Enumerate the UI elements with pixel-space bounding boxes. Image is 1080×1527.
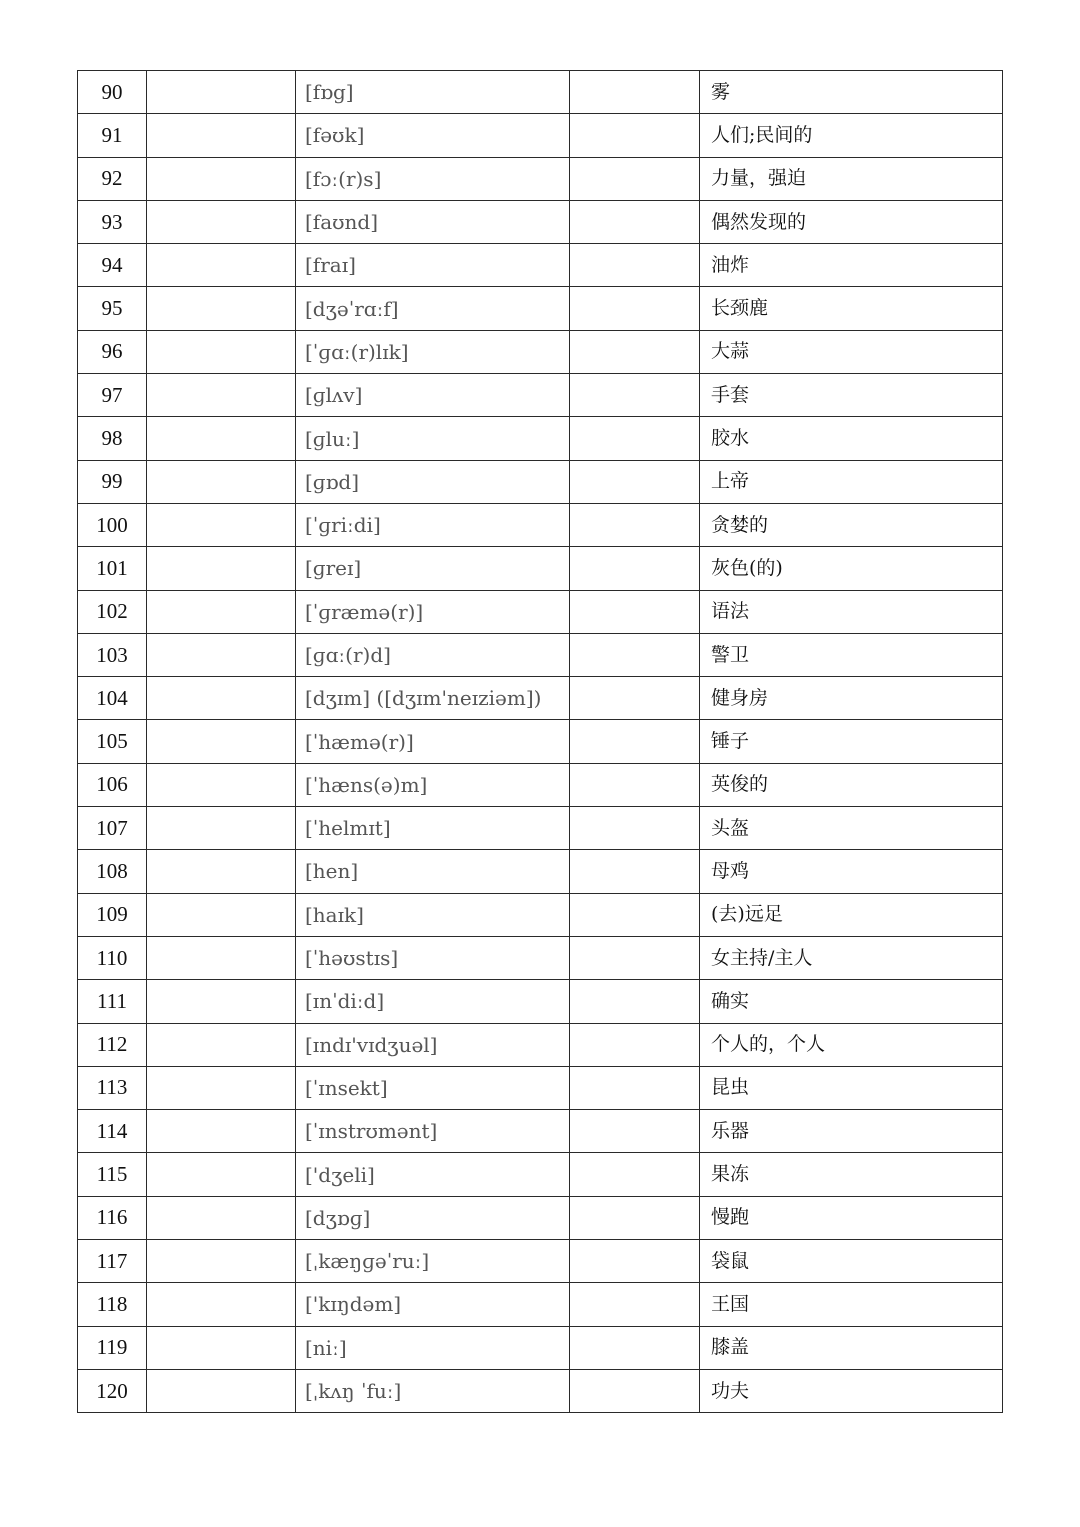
meaning-cell: 袋鼠: [700, 1240, 1003, 1283]
meaning-cell: 贪婪的: [700, 503, 1003, 546]
word-cell: [147, 547, 296, 590]
row-number-cell: 96: [78, 330, 147, 373]
row-number-cell: 97: [78, 374, 147, 417]
row-number-cell: 112: [78, 1023, 147, 1066]
meaning-cell: 母鸡: [700, 850, 1003, 893]
table-row: [78, 374, 1003, 417]
meaning-cell: 头盔: [700, 807, 1003, 850]
word-cell: [147, 330, 296, 373]
word-cell: [147, 763, 296, 806]
meaning-cell: 大蒜: [700, 330, 1003, 373]
blank-cell: [570, 114, 700, 157]
phonetic-cell: [ˈhelmɪt]: [296, 807, 570, 850]
word-cell: [147, 200, 296, 243]
blank-cell: [570, 1326, 700, 1369]
phonetic-cell: [faʊnd]: [296, 200, 570, 243]
meaning-cell: 手套: [700, 374, 1003, 417]
row-number-cell: 113: [78, 1066, 147, 1109]
row-number-cell: 90: [78, 71, 147, 114]
blank-cell: [570, 1240, 700, 1283]
blank-cell: [570, 287, 700, 330]
blank-cell: [570, 807, 700, 850]
word-cell: [147, 1326, 296, 1369]
word-cell: [147, 244, 296, 287]
row-number-cell: 99: [78, 460, 147, 503]
row-number-cell: 103: [78, 633, 147, 676]
phonetic-cell: [ˌkʌŋ ˈfuː]: [296, 1369, 570, 1412]
table-row: [78, 936, 1003, 979]
blank-cell: [570, 157, 700, 200]
meaning-cell: 锤子: [700, 720, 1003, 763]
word-cell: [147, 417, 296, 460]
row-number-cell: 111: [78, 980, 147, 1023]
table-row: [78, 547, 1003, 590]
meaning-cell: 油炸: [700, 244, 1003, 287]
word-cell: [147, 114, 296, 157]
row-number-cell: 102: [78, 590, 147, 633]
meaning-cell: 上帝: [700, 460, 1003, 503]
meaning-cell: 力量，强迫: [700, 157, 1003, 200]
blank-cell: [570, 460, 700, 503]
table-row: [78, 633, 1003, 676]
row-number-cell: 117: [78, 1240, 147, 1283]
row-number-cell: 120: [78, 1369, 147, 1412]
table-row: [78, 1240, 1003, 1283]
vocabulary-table: [77, 70, 1003, 1413]
row-number-cell: 91: [78, 114, 147, 157]
row-number-cell: 105: [78, 720, 147, 763]
row-number-cell: 116: [78, 1196, 147, 1239]
row-number-cell: 107: [78, 807, 147, 850]
word-cell: [147, 980, 296, 1023]
phonetic-cell: [ˈhæmə(r)]: [296, 720, 570, 763]
table-row: [78, 763, 1003, 806]
phonetic-cell: [ɪnˈdiːd]: [296, 980, 570, 1023]
blank-cell: [570, 1369, 700, 1412]
table-row: [78, 850, 1003, 893]
meaning-cell: 语法: [700, 590, 1003, 633]
blank-cell: [570, 71, 700, 114]
phonetic-cell: ['dʒeli]: [296, 1153, 570, 1196]
word-cell: [147, 807, 296, 850]
blank-cell: [570, 1283, 700, 1326]
meaning-cell: 膝盖: [700, 1326, 1003, 1369]
meaning-cell: 功夫: [700, 1369, 1003, 1412]
row-number-cell: 110: [78, 936, 147, 979]
row-number-cell: 94: [78, 244, 147, 287]
word-cell: [147, 1023, 296, 1066]
word-cell: [147, 1369, 296, 1412]
meaning-cell: 女主持/主人: [700, 936, 1003, 979]
table-row: [78, 417, 1003, 460]
table-row: [78, 1066, 1003, 1109]
blank-cell: [570, 633, 700, 676]
word-cell: [147, 1196, 296, 1239]
phonetic-cell: [ɡluː]: [296, 417, 570, 460]
row-number-cell: 101: [78, 547, 147, 590]
meaning-cell: 个人的，个人: [700, 1023, 1003, 1066]
row-number-cell: 106: [78, 763, 147, 806]
phonetic-cell: [ɡreɪ]: [296, 547, 570, 590]
row-number-cell: 93: [78, 200, 147, 243]
meaning-cell: 果冻: [700, 1153, 1003, 1196]
blank-cell: [570, 763, 700, 806]
table-row: [78, 1326, 1003, 1369]
word-cell: [147, 850, 296, 893]
meaning-cell: 乐器: [700, 1110, 1003, 1153]
blank-cell: [570, 677, 700, 720]
blank-cell: [570, 893, 700, 936]
blank-cell: [570, 1110, 700, 1153]
word-cell: [147, 71, 296, 114]
table-row: [78, 590, 1003, 633]
meaning-cell: 昆虫: [700, 1066, 1003, 1109]
phonetic-cell: [ˈɡriːdi]: [296, 503, 570, 546]
table-row: [78, 980, 1003, 1023]
table-row: [78, 1369, 1003, 1412]
table-row: [78, 330, 1003, 373]
phonetic-cell: [dʒɒɡ]: [296, 1196, 570, 1239]
table-row: [78, 157, 1003, 200]
phonetic-cell: [ɡlʌv]: [296, 374, 570, 417]
blank-cell: [570, 850, 700, 893]
word-cell: [147, 1110, 296, 1153]
word-cell: [147, 1153, 296, 1196]
word-cell: [147, 503, 296, 546]
word-cell: [147, 590, 296, 633]
phonetic-cell: [fɒg]: [296, 71, 570, 114]
table-row: [78, 1196, 1003, 1239]
phonetic-cell: [fɔː(r)s]: [296, 157, 570, 200]
row-number-cell: 118: [78, 1283, 147, 1326]
row-number-cell: 108: [78, 850, 147, 893]
table-row: [78, 460, 1003, 503]
table-row: [78, 720, 1003, 763]
word-cell: [147, 287, 296, 330]
phonetic-cell: [dʒɪm] ([dʒɪm'neɪziəm]): [296, 677, 570, 720]
phonetic-cell: [fraɪ]: [296, 244, 570, 287]
phonetic-cell: [ˈɪnsekt]: [296, 1066, 570, 1109]
blank-cell: [570, 1196, 700, 1239]
blank-cell: [570, 547, 700, 590]
meaning-cell: 警卫: [700, 633, 1003, 676]
row-number-cell: 114: [78, 1110, 147, 1153]
phonetic-cell: [ˈɪnstrʊmənt]: [296, 1110, 570, 1153]
meaning-cell: 人们;民间的: [700, 114, 1003, 157]
phonetic-cell: [hen]: [296, 850, 570, 893]
row-number-cell: 115: [78, 1153, 147, 1196]
meaning-cell: 灰色(的): [700, 547, 1003, 590]
phonetic-cell: [ˌkæŋɡəˈruː]: [296, 1240, 570, 1283]
blank-cell: [570, 590, 700, 633]
row-number-cell: 98: [78, 417, 147, 460]
blank-cell: [570, 1153, 700, 1196]
meaning-cell: (去)远足: [700, 893, 1003, 936]
table-row: [78, 677, 1003, 720]
word-cell: [147, 1240, 296, 1283]
meaning-cell: 雾: [700, 71, 1003, 114]
vocabulary-table-body: [78, 71, 1003, 1413]
table-row: [78, 200, 1003, 243]
row-number-cell: 95: [78, 287, 147, 330]
table-row: [78, 807, 1003, 850]
word-cell: [147, 936, 296, 979]
table-row: [78, 1110, 1003, 1153]
phonetic-cell: [ɪndɪ'vɪdʒuəl]: [296, 1023, 570, 1066]
meaning-cell: 慢跑: [700, 1196, 1003, 1239]
table-row: [78, 244, 1003, 287]
phonetic-cell: [ɡɑː(r)d]: [296, 633, 570, 676]
blank-cell: [570, 330, 700, 373]
word-cell: [147, 720, 296, 763]
blank-cell: [570, 244, 700, 287]
phonetic-cell: ['kɪŋdəm]: [296, 1283, 570, 1326]
phonetic-cell: [fəʊk]: [296, 114, 570, 157]
table-row: [78, 503, 1003, 546]
phonetic-cell: [dʒəˈrɑːf]: [296, 287, 570, 330]
blank-cell: [570, 417, 700, 460]
table-row: [78, 1023, 1003, 1066]
phonetic-cell: [ɡɒd]: [296, 460, 570, 503]
row-number-cell: 104: [78, 677, 147, 720]
blank-cell: [570, 980, 700, 1023]
meaning-cell: 确实: [700, 980, 1003, 1023]
row-number-cell: 100: [78, 503, 147, 546]
word-cell: [147, 460, 296, 503]
word-cell: [147, 374, 296, 417]
row-number-cell: 109: [78, 893, 147, 936]
table-row: [78, 893, 1003, 936]
phonetic-cell: [haɪk]: [296, 893, 570, 936]
word-cell: [147, 633, 296, 676]
blank-cell: [570, 503, 700, 546]
phonetic-cell: [niː]: [296, 1326, 570, 1369]
phonetic-cell: [ˈɡræmə(r)]: [296, 590, 570, 633]
row-number-cell: 119: [78, 1326, 147, 1369]
table-row: [78, 287, 1003, 330]
meaning-cell: 偶然发现的: [700, 200, 1003, 243]
blank-cell: [570, 936, 700, 979]
word-cell: [147, 1066, 296, 1109]
phonetic-cell: [ˈɡɑː(r)lɪk]: [296, 330, 570, 373]
phonetic-cell: [ˈhəʊstɪs]: [296, 936, 570, 979]
blank-cell: [570, 1023, 700, 1066]
table-row: [78, 1283, 1003, 1326]
table-row: [78, 71, 1003, 114]
meaning-cell: 英俊的: [700, 763, 1003, 806]
blank-cell: [570, 200, 700, 243]
meaning-cell: 胶水: [700, 417, 1003, 460]
row-number-cell: 92: [78, 157, 147, 200]
table-row: [78, 114, 1003, 157]
meaning-cell: 王国: [700, 1283, 1003, 1326]
word-cell: [147, 157, 296, 200]
blank-cell: [570, 1066, 700, 1109]
phonetic-cell: [ˈhæns(ə)m]: [296, 763, 570, 806]
word-cell: [147, 893, 296, 936]
blank-cell: [570, 720, 700, 763]
word-cell: [147, 1283, 296, 1326]
meaning-cell: 健身房: [700, 677, 1003, 720]
word-cell: [147, 677, 296, 720]
meaning-cell: 长颈鹿: [700, 287, 1003, 330]
table-row: [78, 1153, 1003, 1196]
blank-cell: [570, 374, 700, 417]
